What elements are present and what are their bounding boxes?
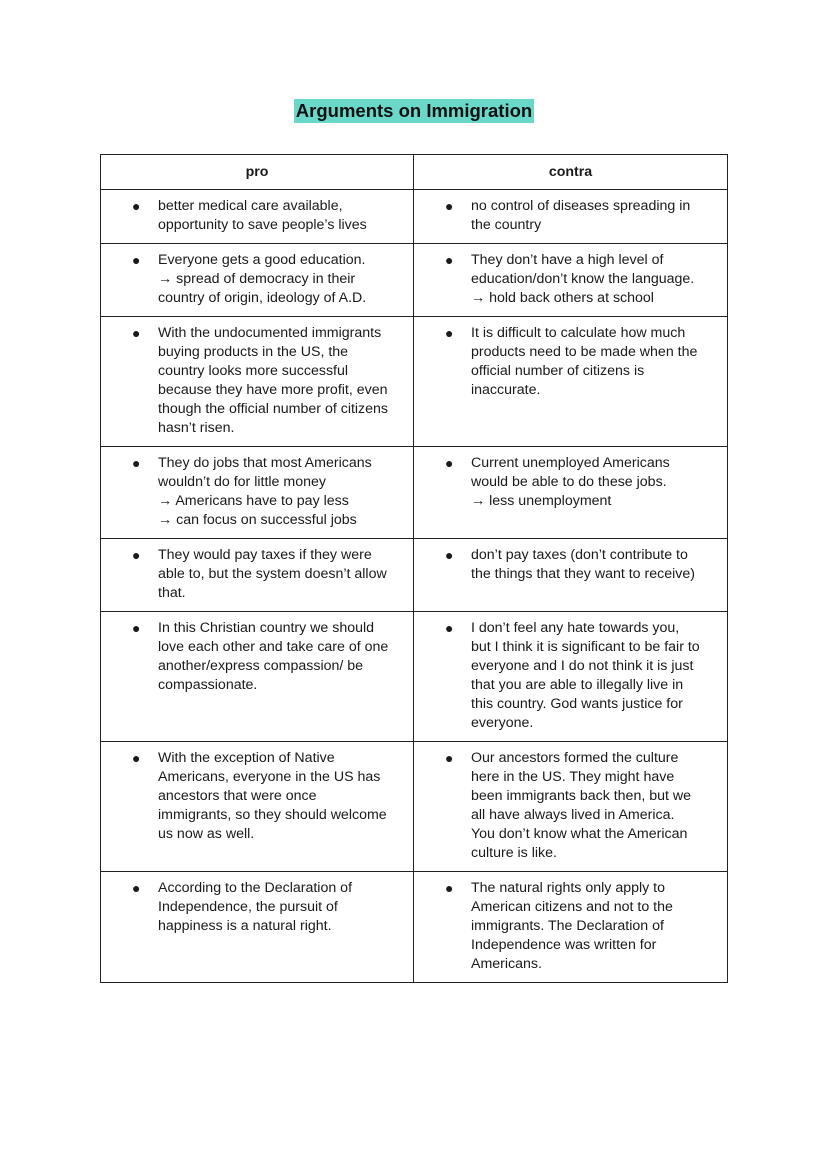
pro-cell: [101, 317, 414, 447]
contra-argument: [414, 612, 727, 741]
argument-line: I don’t feel any hate towards you,: [471, 620, 680, 636]
contra-argument: [414, 447, 727, 519]
argument-line: happiness is a natural right.: [158, 918, 332, 934]
argument-line: Americans, everyone in the US has: [158, 769, 381, 785]
pro-cell: [101, 244, 414, 317]
argument-line: the country: [471, 217, 542, 233]
bullet-icon: ●: [132, 547, 141, 563]
bullet-icon: ●: [445, 455, 454, 471]
arguments-table: [100, 154, 728, 983]
pro-argument: [101, 612, 413, 703]
argument-line: Independence, the pursuit of: [158, 899, 338, 915]
argument-line: that.: [158, 585, 186, 601]
argument-line: official number of citizens is: [471, 363, 645, 379]
argument-line: don’t pay taxes (don’t contribute to: [471, 547, 688, 563]
argument-line: The natural rights only apply to: [471, 880, 666, 896]
argument-line: culture is like.: [471, 845, 557, 861]
bullet-icon: ●: [445, 750, 454, 766]
pro-argument: [101, 539, 413, 611]
contra-cell: [414, 742, 728, 872]
argument-line: → spread of democracy in their: [158, 271, 356, 287]
argument-line: According to the Declaration of: [158, 880, 353, 896]
argument-line: us now as well.: [158, 826, 255, 842]
pro-cell: [101, 539, 414, 612]
argument-line: country of origin, ideology of A.D.: [158, 290, 367, 306]
argument-line: Independence was written for: [471, 937, 657, 953]
argument-line: You don’t know what the American: [471, 826, 688, 842]
argument-line: → can focus on successful jobs: [158, 512, 357, 528]
contra-argument: [414, 317, 727, 408]
contra-argument: [414, 742, 727, 871]
pro-argument: [101, 742, 413, 852]
contra-argument: [414, 539, 727, 592]
argument-line: wouldn’t do for little money: [158, 474, 326, 490]
argument-line: products need to be made when the: [471, 344, 698, 360]
title-wrapper: [0, 99, 828, 123]
pro-header: pro: [101, 155, 414, 190]
table-row: [101, 190, 728, 244]
contra-argument: [414, 244, 727, 316]
argument-line: They do jobs that most Americans: [158, 455, 372, 471]
argument-line: inaccurate.: [471, 382, 541, 398]
table-row: [101, 447, 728, 539]
argument-line: → hold back others at school: [471, 290, 654, 306]
contra-argument: [414, 190, 727, 243]
pro-cell: [101, 612, 414, 742]
argument-line: opportunity to save people’s lives: [158, 217, 367, 233]
bullet-icon: ●: [445, 547, 454, 563]
pro-cell: [101, 742, 414, 872]
bullet-icon: ●: [445, 198, 454, 214]
contra-cell: [414, 612, 728, 742]
argument-line: immigrants, so they should welcome: [158, 807, 387, 823]
argument-line: no control of diseases spreading in: [471, 198, 691, 214]
argument-line: buying products in the US, the: [158, 344, 349, 360]
argument-line: compassionate.: [158, 677, 258, 693]
table-row: [101, 742, 728, 872]
bullet-icon: ●: [132, 325, 141, 341]
argument-line: With the exception of Native: [158, 750, 335, 766]
table-row: [101, 872, 728, 983]
argument-line: Everyone gets a good education.: [158, 252, 366, 268]
argument-line: this country. God wants justice for: [471, 696, 683, 712]
pro-argument: [101, 872, 413, 944]
argument-line: immigrants. The Declaration of: [471, 918, 664, 934]
argument-line: though the official number of citizens: [158, 401, 389, 417]
argument-line: → less unemployment: [471, 493, 612, 509]
pro-cell: [101, 447, 414, 539]
argument-line: would be able to do these jobs.: [471, 474, 667, 490]
argument-line: ancestors that were once: [158, 788, 317, 804]
bullet-icon: ●: [132, 620, 141, 636]
argument-line: able to, but the system doesn’t allow: [158, 566, 387, 582]
document-title: Arguments on Immigration: [295, 100, 533, 121]
bullet-icon: ●: [132, 252, 141, 268]
table-row: [101, 244, 728, 317]
argument-line: all have always lived in America.: [471, 807, 675, 823]
contra-cell: [414, 539, 728, 612]
bullet-icon: ●: [445, 252, 454, 268]
contra-cell: [414, 190, 728, 244]
pro-argument: [101, 447, 413, 538]
argument-line: that you are able to illegally live in: [471, 677, 684, 693]
bullet-icon: ●: [445, 325, 454, 341]
argument-line: Our ancestors formed the culture: [471, 750, 679, 766]
argument-line: been immigrants back then, but we: [471, 788, 692, 804]
argument-line: everyone and I do not think it is just: [471, 658, 694, 674]
argument-line: They would pay taxes if they were: [158, 547, 372, 563]
bullet-icon: ●: [132, 198, 141, 214]
table-row: [101, 539, 728, 612]
pro-cell: [101, 190, 414, 244]
bullet-icon: ●: [132, 455, 141, 471]
contra-argument: [414, 872, 727, 982]
argument-line: everyone.: [471, 715, 534, 731]
contra-header: contra: [414, 155, 728, 190]
bullet-icon: ●: [445, 620, 454, 636]
contra-cell: [414, 447, 728, 539]
argument-line: another/express compassion/ be: [158, 658, 364, 674]
argument-line: Americans.: [471, 956, 542, 972]
table-header-row: [101, 155, 728, 190]
argument-line: education/don’t know the language.: [471, 271, 695, 287]
contra-cell: [414, 872, 728, 983]
argument-line: here in the US. They might have: [471, 769, 675, 785]
bullet-icon: ●: [445, 880, 454, 896]
argument-line: hasn’t risen.: [158, 420, 235, 436]
argument-line: With the undocumented immigrants: [158, 325, 382, 341]
argument-line: → Americans have to pay less: [158, 493, 349, 509]
argument-line: It is difficult to calculate how much: [471, 325, 686, 341]
pro-argument: [101, 317, 413, 446]
table-row: [101, 612, 728, 742]
contra-cell: [414, 317, 728, 447]
argument-line: but I think it is significant to be fair to: [471, 639, 700, 655]
argument-line: In this Christian country we should: [158, 620, 375, 636]
argument-line: country looks more successful: [158, 363, 349, 379]
argument-line: better medical care available,: [158, 198, 343, 214]
argument-line: because they have more profit, even: [158, 382, 388, 398]
argument-line: love each other and take care of one: [158, 639, 389, 655]
contra-cell: [414, 244, 728, 317]
table-row: [101, 317, 728, 447]
argument-line: American citizens and not to the: [471, 899, 673, 915]
pro-cell: [101, 872, 414, 983]
table-body: [101, 190, 728, 983]
argument-line: They don’t have a high level of: [471, 252, 664, 268]
argument-line: the things that they want to receive): [471, 566, 695, 582]
pro-argument: [101, 244, 413, 316]
argument-line: Current unemployed Americans: [471, 455, 670, 471]
bullet-icon: ●: [132, 750, 141, 766]
bullet-icon: ●: [132, 880, 141, 896]
pro-argument: [101, 190, 413, 243]
